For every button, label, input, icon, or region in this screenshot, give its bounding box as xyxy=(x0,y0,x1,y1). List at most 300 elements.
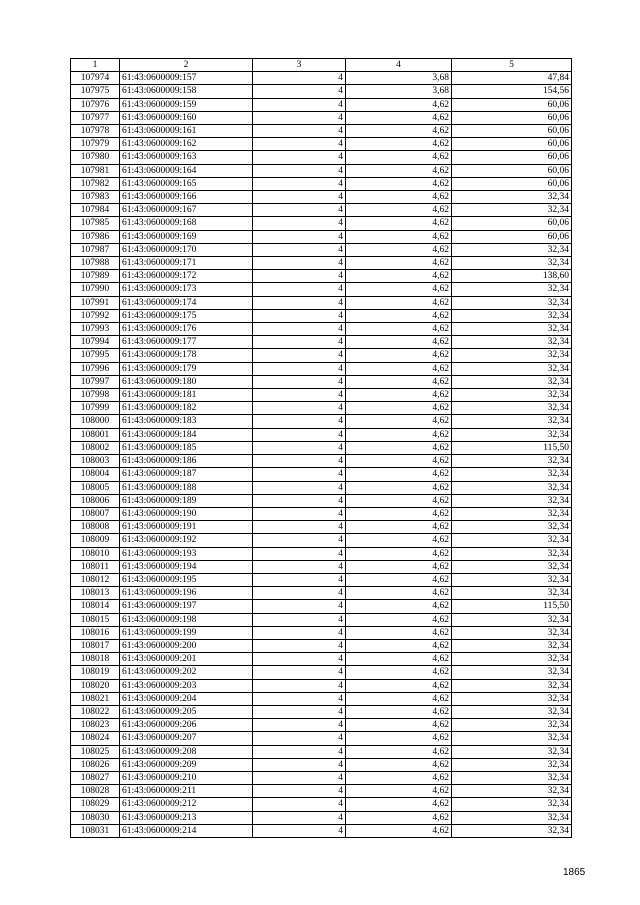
column-header-2: 2 xyxy=(120,59,253,72)
table-cell-col3: 4 xyxy=(253,811,346,824)
table-cell-col3: 4 xyxy=(253,560,346,573)
table-cell-col4: 4,62 xyxy=(346,455,452,468)
table-cell-col4: 4,62 xyxy=(346,217,452,230)
table-row xyxy=(71,323,572,336)
table-cell-col5: 32,34 xyxy=(452,507,572,520)
table-cell-col3: 4 xyxy=(253,507,346,520)
table-cell-col1: 107979 xyxy=(71,138,120,151)
table-cell-col3: 4 xyxy=(253,534,346,547)
table-cell-col3: 4 xyxy=(253,402,346,415)
table-cell-col4: 4,62 xyxy=(346,151,452,164)
table-cell-col1: 108010 xyxy=(71,547,120,560)
table-cell-col2: 61:43:0600009:163 xyxy=(120,151,253,164)
table-row xyxy=(71,441,572,454)
table-cell-col2: 61:43:0600009:209 xyxy=(120,758,253,771)
table-row xyxy=(71,362,572,375)
table-row xyxy=(71,600,572,613)
table-cell-col5: 32,34 xyxy=(452,323,572,336)
table-cell-col4: 4,62 xyxy=(346,732,452,745)
table-cell-col4: 4,62 xyxy=(346,798,452,811)
table-row xyxy=(71,547,572,560)
table-cell-col1: 107994 xyxy=(71,336,120,349)
table-cell-col5: 32,34 xyxy=(452,613,572,626)
table-cell-col2: 61:43:0600009:169 xyxy=(120,230,253,243)
table-cell-col4: 4,62 xyxy=(346,507,452,520)
table-cell-col1: 108003 xyxy=(71,455,120,468)
table-cell-col5: 60,06 xyxy=(452,138,572,151)
table-cell-col2: 61:43:0600009:177 xyxy=(120,336,253,349)
table-cell-col4: 4,62 xyxy=(346,441,452,454)
table-cell-col3: 4 xyxy=(253,138,346,151)
table-cell-col5: 32,34 xyxy=(452,626,572,639)
table-cell-col1: 108018 xyxy=(71,653,120,666)
table-cell-col2: 61:43:0600009:187 xyxy=(120,468,253,481)
table-cell-col3: 4 xyxy=(253,111,346,124)
table-row xyxy=(71,177,572,190)
table-cell-col2: 61:43:0600009:197 xyxy=(120,600,253,613)
table-cell-col4: 4,62 xyxy=(346,309,452,322)
table-cell-col5: 60,06 xyxy=(452,111,572,124)
table-cell-col2: 61:43:0600009:213 xyxy=(120,811,253,824)
table-row xyxy=(71,481,572,494)
table-cell-col5: 32,34 xyxy=(452,811,572,824)
table-cell-col5: 32,34 xyxy=(452,402,572,415)
table-cell-col4: 4,62 xyxy=(346,336,452,349)
table-cell-col1: 108020 xyxy=(71,679,120,692)
table-cell-col2: 61:43:0600009:157 xyxy=(120,72,253,85)
table-cell-col5: 32,34 xyxy=(452,362,572,375)
table-cell-col1: 107988 xyxy=(71,257,120,270)
table-cell-col1: 108029 xyxy=(71,798,120,811)
table-cell-col1: 107977 xyxy=(71,111,120,124)
table-row xyxy=(71,534,572,547)
table-cell-col2: 61:43:0600009:212 xyxy=(120,798,253,811)
table-cell-col3: 4 xyxy=(253,336,346,349)
table-cell-col2: 61:43:0600009:167 xyxy=(120,204,253,217)
table-row xyxy=(71,626,572,639)
table-cell-col1: 107993 xyxy=(71,323,120,336)
table-cell-col2: 61:43:0600009:160 xyxy=(120,111,253,124)
table-cell-col4: 4,62 xyxy=(346,811,452,824)
table-cell-col3: 4 xyxy=(253,257,346,270)
table-cell-col5: 32,34 xyxy=(452,573,572,586)
table-cell-col3: 4 xyxy=(253,230,346,243)
table-cell-col5: 32,34 xyxy=(452,666,572,679)
table-cell-col1: 107997 xyxy=(71,375,120,388)
table-cell-col1: 108013 xyxy=(71,587,120,600)
table-cell-col2: 61:43:0600009:196 xyxy=(120,587,253,600)
column-header-3: 3 xyxy=(253,59,346,72)
table-cell-col1: 107984 xyxy=(71,204,120,217)
table-cell-col2: 61:43:0600009:200 xyxy=(120,639,253,652)
table-cell-col3: 4 xyxy=(253,745,346,758)
table-cell-col3: 4 xyxy=(253,639,346,652)
table-row xyxy=(71,758,572,771)
table-cell-col5: 32,34 xyxy=(452,732,572,745)
table-cell-col4: 4,62 xyxy=(346,639,452,652)
table-cell-col5: 32,34 xyxy=(452,415,572,428)
table-cell-col2: 61:43:0600009:159 xyxy=(120,98,253,111)
table-row xyxy=(71,389,572,402)
table-cell-col4: 4,62 xyxy=(346,243,452,256)
table-cell-col5: 115,50 xyxy=(452,600,572,613)
table-cell-col2: 61:43:0600009:176 xyxy=(120,323,253,336)
table-cell-col1: 108000 xyxy=(71,415,120,428)
table-cell-col4: 4,62 xyxy=(346,692,452,705)
table-cell-col4: 4,62 xyxy=(346,375,452,388)
table-cell-col5: 32,34 xyxy=(452,336,572,349)
table-cell-col3: 4 xyxy=(253,626,346,639)
table-cell-col1: 107974 xyxy=(71,72,120,85)
table-cell-col1: 108001 xyxy=(71,428,120,441)
table-cell-col4: 4,62 xyxy=(346,111,452,124)
table-cell-col4: 4,62 xyxy=(346,785,452,798)
table-cell-col3: 4 xyxy=(253,177,346,190)
table-cell-col5: 60,06 xyxy=(452,177,572,190)
table-cell-col5: 32,34 xyxy=(452,191,572,204)
table-cell-col1: 108030 xyxy=(71,811,120,824)
table-cell-col2: 61:43:0600009:185 xyxy=(120,441,253,454)
table-cell-col4: 4,62 xyxy=(346,534,452,547)
table-cell-col2: 61:43:0600009:199 xyxy=(120,626,253,639)
table-cell-col2: 61:43:0600009:195 xyxy=(120,573,253,586)
table-cell-col3: 4 xyxy=(253,323,346,336)
table-row xyxy=(71,455,572,468)
table-cell-col4: 4,62 xyxy=(346,613,452,626)
table-row xyxy=(71,217,572,230)
table-cell-col5: 32,34 xyxy=(452,560,572,573)
table-cell-col3: 4 xyxy=(253,573,346,586)
table-cell-col1: 107999 xyxy=(71,402,120,415)
table-cell-col1: 107996 xyxy=(71,362,120,375)
table-cell-col2: 61:43:0600009:206 xyxy=(120,719,253,732)
table-row xyxy=(71,283,572,296)
table-cell-col4: 4,62 xyxy=(346,349,452,362)
table-cell-col2: 61:43:0600009:164 xyxy=(120,164,253,177)
table-cell-col4: 4,62 xyxy=(346,230,452,243)
table-row xyxy=(71,257,572,270)
table-cell-col1: 108025 xyxy=(71,745,120,758)
table-cell-col3: 4 xyxy=(253,72,346,85)
table-row xyxy=(71,573,572,586)
table-cell-col3: 4 xyxy=(253,217,346,230)
table-cell-col2: 61:43:0600009:165 xyxy=(120,177,253,190)
table-cell-col5: 32,34 xyxy=(452,639,572,652)
table-cell-col1: 108014 xyxy=(71,600,120,613)
table-cell-col1: 108015 xyxy=(71,613,120,626)
table-cell-col1: 108019 xyxy=(71,666,120,679)
table-cell-col2: 61:43:0600009:194 xyxy=(120,560,253,573)
table-cell-col1: 108008 xyxy=(71,521,120,534)
table-cell-col4: 4,62 xyxy=(346,745,452,758)
table-cell-col3: 4 xyxy=(253,270,346,283)
table-cell-col3: 4 xyxy=(253,151,346,164)
table-cell-col3: 4 xyxy=(253,283,346,296)
table-cell-col2: 61:43:0600009:211 xyxy=(120,785,253,798)
table-cell-col4: 4,62 xyxy=(346,415,452,428)
table-cell-col3: 4 xyxy=(253,362,346,375)
table-cell-col2: 61:43:0600009:174 xyxy=(120,296,253,309)
table-cell-col4: 4,62 xyxy=(346,98,452,111)
table-cell-col5: 154,56 xyxy=(452,85,572,98)
table-cell-col1: 107985 xyxy=(71,217,120,230)
table-cell-col5: 32,34 xyxy=(452,824,572,837)
table-cell-col2: 61:43:0600009:198 xyxy=(120,613,253,626)
table-cell-col3: 4 xyxy=(253,679,346,692)
table-cell-col5: 32,34 xyxy=(452,771,572,784)
table-cell-col2: 61:43:0600009:168 xyxy=(120,217,253,230)
table-cell-col4: 4,62 xyxy=(346,666,452,679)
table-row xyxy=(71,164,572,177)
table-cell-col3: 4 xyxy=(253,309,346,322)
table-cell-col2: 61:43:0600009:170 xyxy=(120,243,253,256)
table-cell-col4: 4,62 xyxy=(346,204,452,217)
table-cell-col1: 108007 xyxy=(71,507,120,520)
table-cell-col2: 61:43:0600009:181 xyxy=(120,389,253,402)
table-cell-col2: 61:43:0600009:186 xyxy=(120,455,253,468)
table-cell-col1: 108022 xyxy=(71,705,120,718)
table-cell-col3: 4 xyxy=(253,666,346,679)
table-cell-col4: 4,62 xyxy=(346,481,452,494)
table-cell-col1: 107982 xyxy=(71,177,120,190)
table-cell-col1: 108028 xyxy=(71,785,120,798)
table-cell-col5: 32,34 xyxy=(452,798,572,811)
table-row xyxy=(71,243,572,256)
table-cell-col3: 4 xyxy=(253,824,346,837)
table-cell-col1: 107976 xyxy=(71,98,120,111)
table-cell-col4: 4,62 xyxy=(346,283,452,296)
table-cell-col2: 61:43:0600009:173 xyxy=(120,283,253,296)
table-cell-col1: 107995 xyxy=(71,349,120,362)
table-cell-col5: 32,34 xyxy=(452,243,572,256)
table-cell-col2: 61:43:0600009:192 xyxy=(120,534,253,547)
table-row xyxy=(71,336,572,349)
table-header xyxy=(71,59,572,72)
table-cell-col3: 4 xyxy=(253,705,346,718)
table-row xyxy=(71,468,572,481)
table-cell-col1: 108024 xyxy=(71,732,120,745)
table-cell-col2: 61:43:0600009:208 xyxy=(120,745,253,758)
table-cell-col4: 4,62 xyxy=(346,323,452,336)
table-cell-col1: 108005 xyxy=(71,481,120,494)
table-cell-col1: 107978 xyxy=(71,125,120,138)
table-row xyxy=(71,138,572,151)
table-cell-col4: 4,62 xyxy=(346,679,452,692)
table-cell-col5: 60,06 xyxy=(452,125,572,138)
table-cell-col5: 60,06 xyxy=(452,98,572,111)
page-number: 1865 xyxy=(563,867,586,878)
table-cell-col1: 108023 xyxy=(71,719,120,732)
table-cell-col1: 107980 xyxy=(71,151,120,164)
table-cell-col3: 4 xyxy=(253,719,346,732)
column-header-1: 1 xyxy=(71,59,120,72)
table-row xyxy=(71,771,572,784)
table-cell-col2: 61:43:0600009:166 xyxy=(120,191,253,204)
table-cell-col5: 60,06 xyxy=(452,164,572,177)
table-cell-col1: 108027 xyxy=(71,771,120,784)
table-row xyxy=(71,811,572,824)
table-cell-col4: 4,62 xyxy=(346,705,452,718)
table-row xyxy=(71,309,572,322)
table-row xyxy=(71,375,572,388)
table-row xyxy=(71,785,572,798)
table-cell-col4: 3,68 xyxy=(346,72,452,85)
header-row xyxy=(71,59,572,72)
table-cell-col5: 32,34 xyxy=(452,692,572,705)
table-cell-col5: 32,34 xyxy=(452,534,572,547)
table-row xyxy=(71,639,572,652)
table-cell-col4: 4,62 xyxy=(346,771,452,784)
table-cell-col3: 4 xyxy=(253,798,346,811)
table-cell-col3: 4 xyxy=(253,164,346,177)
table-cell-col2: 61:43:0600009:210 xyxy=(120,771,253,784)
table-cell-col2: 61:43:0600009:171 xyxy=(120,257,253,270)
table-body xyxy=(71,72,572,838)
table-row xyxy=(71,745,572,758)
table-cell-col4: 4,62 xyxy=(346,257,452,270)
table-cell-col1: 107986 xyxy=(71,230,120,243)
table-cell-col5: 32,34 xyxy=(452,705,572,718)
table-cell-col5: 32,34 xyxy=(452,653,572,666)
table-cell-col2: 61:43:0600009:203 xyxy=(120,679,253,692)
table-cell-col3: 4 xyxy=(253,758,346,771)
table-cell-col3: 4 xyxy=(253,468,346,481)
table-cell-col5: 32,34 xyxy=(452,481,572,494)
table-row xyxy=(71,151,572,164)
table-cell-col1: 107990 xyxy=(71,283,120,296)
table-cell-col4: 4,62 xyxy=(346,468,452,481)
table-cell-col2: 61:43:0600009:184 xyxy=(120,428,253,441)
table-cell-col5: 32,34 xyxy=(452,257,572,270)
table-cell-col2: 61:43:0600009:207 xyxy=(120,732,253,745)
table-cell-col2: 61:43:0600009:202 xyxy=(120,666,253,679)
table-cell-col3: 4 xyxy=(253,125,346,138)
table-cell-col1: 108011 xyxy=(71,560,120,573)
table-cell-col4: 4,62 xyxy=(346,164,452,177)
table-cell-col2: 61:43:0600009:175 xyxy=(120,309,253,322)
table-cell-col1: 108012 xyxy=(71,573,120,586)
table-cell-col2: 61:43:0600009:205 xyxy=(120,705,253,718)
table-cell-col3: 4 xyxy=(253,481,346,494)
table-cell-col3: 4 xyxy=(253,494,346,507)
table-cell-col3: 4 xyxy=(253,243,346,256)
table-row xyxy=(71,705,572,718)
table-cell-col5: 32,34 xyxy=(452,204,572,217)
table-cell-col3: 4 xyxy=(253,428,346,441)
table-cell-col1: 108017 xyxy=(71,639,120,652)
table-row xyxy=(71,428,572,441)
table-cell-col3: 4 xyxy=(253,389,346,402)
table-cell-col5: 32,34 xyxy=(452,296,572,309)
table-cell-col3: 4 xyxy=(253,191,346,204)
table-cell-col4: 4,62 xyxy=(346,402,452,415)
column-header-5: 5 xyxy=(452,59,572,72)
table-cell-col4: 4,62 xyxy=(346,719,452,732)
table-cell-col4: 4,62 xyxy=(346,125,452,138)
table-cell-col1: 107989 xyxy=(71,270,120,283)
table-row xyxy=(71,98,572,111)
table-cell-col2: 61:43:0600009:214 xyxy=(120,824,253,837)
table-row xyxy=(71,824,572,837)
table-cell-col1: 108021 xyxy=(71,692,120,705)
table-cell-col2: 61:43:0600009:180 xyxy=(120,375,253,388)
table-row xyxy=(71,732,572,745)
table-cell-col5: 32,34 xyxy=(452,455,572,468)
table-cell-col5: 32,34 xyxy=(452,309,572,322)
table-cell-col3: 4 xyxy=(253,587,346,600)
table-cell-col3: 4 xyxy=(253,547,346,560)
table-row xyxy=(71,230,572,243)
table-row xyxy=(71,521,572,534)
table-cell-col1: 108031 xyxy=(71,824,120,837)
table-row xyxy=(71,798,572,811)
table-cell-col2: 61:43:0600009:201 xyxy=(120,653,253,666)
table-cell-col1: 107992 xyxy=(71,309,120,322)
table-row xyxy=(71,679,572,692)
table-cell-col3: 4 xyxy=(253,441,346,454)
table-row xyxy=(71,270,572,283)
table-cell-col1: 108026 xyxy=(71,758,120,771)
table-row xyxy=(71,719,572,732)
table-cell-col5: 32,34 xyxy=(452,547,572,560)
table-cell-col3: 4 xyxy=(253,98,346,111)
table-cell-col3: 4 xyxy=(253,732,346,745)
table-cell-col4: 4,62 xyxy=(346,521,452,534)
table-cell-col2: 61:43:0600009:182 xyxy=(120,402,253,415)
table-cell-col1: 107983 xyxy=(71,191,120,204)
data-table xyxy=(70,58,572,838)
table-cell-col5: 32,34 xyxy=(452,521,572,534)
table-cell-col1: 108016 xyxy=(71,626,120,639)
table-cell-col2: 61:43:0600009:172 xyxy=(120,270,253,283)
table-cell-col2: 61:43:0600009:191 xyxy=(120,521,253,534)
table-cell-col5: 115,50 xyxy=(452,441,572,454)
table-row xyxy=(71,191,572,204)
table-cell-col5: 32,34 xyxy=(452,468,572,481)
table-cell-col1: 107998 xyxy=(71,389,120,402)
table-cell-col3: 4 xyxy=(253,600,346,613)
table-cell-col5: 32,34 xyxy=(452,349,572,362)
table-cell-col2: 61:43:0600009:161 xyxy=(120,125,253,138)
table-row xyxy=(71,653,572,666)
table-cell-col3: 4 xyxy=(253,375,346,388)
table-cell-col3: 4 xyxy=(253,415,346,428)
table-cell-col4: 4,62 xyxy=(346,824,452,837)
table-cell-col5: 60,06 xyxy=(452,230,572,243)
table-cell-col4: 4,62 xyxy=(346,138,452,151)
table-cell-col2: 61:43:0600009:183 xyxy=(120,415,253,428)
table-cell-col5: 138,60 xyxy=(452,270,572,283)
table-cell-col5: 32,34 xyxy=(452,587,572,600)
table-cell-col4: 4,62 xyxy=(346,296,452,309)
table-cell-col4: 4,62 xyxy=(346,573,452,586)
table-cell-col4: 4,62 xyxy=(346,177,452,190)
table-cell-col5: 32,34 xyxy=(452,494,572,507)
table-row xyxy=(71,296,572,309)
table-cell-col5: 32,34 xyxy=(452,758,572,771)
table-cell-col1: 107991 xyxy=(71,296,120,309)
table-cell-col2: 61:43:0600009:162 xyxy=(120,138,253,151)
table-cell-col2: 61:43:0600009:178 xyxy=(120,349,253,362)
table-cell-col3: 4 xyxy=(253,455,346,468)
table-cell-col1: 108002 xyxy=(71,441,120,454)
table-cell-col3: 4 xyxy=(253,296,346,309)
table-cell-col5: 32,34 xyxy=(452,745,572,758)
column-header-4: 4 xyxy=(346,59,452,72)
table-row xyxy=(71,402,572,415)
table-cell-col3: 4 xyxy=(253,85,346,98)
table-cell-col1: 108004 xyxy=(71,468,120,481)
